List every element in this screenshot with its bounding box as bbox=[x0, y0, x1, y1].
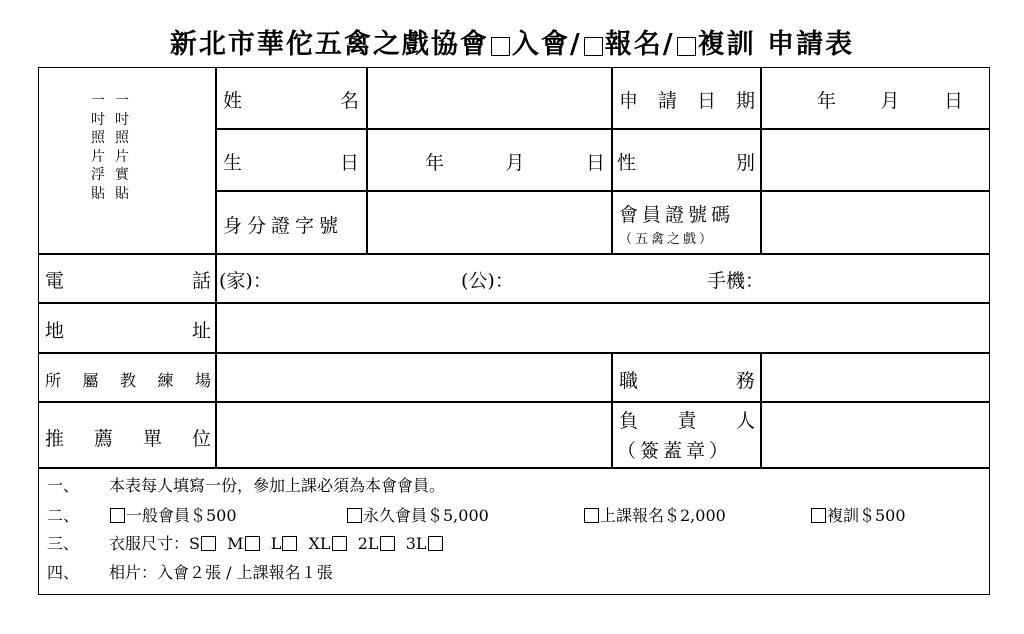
member-no-label: 會員證號碼 bbox=[619, 204, 735, 226]
register-checkbox[interactable] bbox=[584, 37, 603, 56]
address-label: 地 址 bbox=[45, 320, 211, 342]
id-number-label: 身分證字號 bbox=[223, 215, 344, 237]
size-s-checkbox[interactable] bbox=[201, 536, 216, 551]
size-m-checkbox[interactable] bbox=[245, 536, 260, 551]
phone-office-field[interactable]: (公)： bbox=[461, 270, 514, 292]
phone-label: 電 話 bbox=[45, 270, 211, 292]
size-2l-checkbox[interactable] bbox=[380, 536, 395, 551]
permanent-member-checkbox[interactable] bbox=[347, 508, 362, 523]
position-label: 職 務 bbox=[619, 370, 755, 392]
responsible-label: 負 責 人 bbox=[619, 410, 755, 432]
position-field[interactable] bbox=[762, 354, 989, 401]
birth-field[interactable]: 年 月 日 bbox=[425, 152, 605, 174]
size-xl-checkbox[interactable] bbox=[332, 536, 347, 551]
signature-label: （簽蓋章） bbox=[617, 440, 733, 462]
course-register-checkbox[interactable] bbox=[584, 508, 599, 523]
note-3: 三、 衣服尺寸：S M L XL 2L 3L bbox=[47, 531, 444, 554]
address-field[interactable] bbox=[217, 304, 989, 352]
photo-label-real: 一 吋 照 片 實 貼 bbox=[115, 93, 129, 202]
grid-line bbox=[39, 253, 989, 255]
name-label: 姓 名 bbox=[223, 90, 359, 112]
photo-label-float: 一 吋 照 片 浮 貼 bbox=[91, 93, 105, 202]
size-l-checkbox[interactable] bbox=[282, 536, 297, 551]
referrer-field[interactable] bbox=[217, 403, 611, 467]
signature-field[interactable] bbox=[762, 403, 989, 467]
photo-area[interactable] bbox=[91, 92, 129, 203]
venue-field[interactable] bbox=[217, 354, 611, 401]
venue-label: 所 屬 教 練 場 bbox=[45, 371, 211, 390]
grid-line bbox=[611, 352, 613, 468]
name-field[interactable] bbox=[367, 68, 611, 128]
application-form bbox=[38, 67, 990, 595]
retrain-checkbox[interactable] bbox=[677, 37, 696, 56]
retrain-fee-checkbox[interactable] bbox=[811, 508, 826, 523]
gender-label: 性 別 bbox=[617, 152, 755, 174]
join-checkbox[interactable] bbox=[491, 37, 510, 56]
grid-line bbox=[611, 68, 613, 254]
note-4: 四、 相片：入會２張 / 上課報名１張 bbox=[47, 563, 333, 582]
general-member-checkbox[interactable] bbox=[110, 508, 125, 523]
form-title: 新北市華佗五禽之戲協會 入會/ 報名/ 複訓 申請表 bbox=[169, 29, 855, 60]
apply-date-label: 申 請 日 期 bbox=[619, 90, 755, 112]
size-3l-checkbox[interactable] bbox=[428, 536, 443, 551]
apply-date-field[interactable]: 年 月 日 bbox=[817, 90, 963, 112]
note-2: 二、 一般會員＄500 永久會員＄5,000 上課報名＄2,000 複訓＄500 bbox=[47, 506, 906, 525]
id-number-field[interactable] bbox=[367, 192, 611, 253]
gender-field[interactable] bbox=[762, 130, 989, 190]
grid-line bbox=[39, 467, 989, 469]
note-1: 一、 本表每人填寫一份，參加上課必須為本會會員。 bbox=[47, 476, 446, 495]
member-no-sub: （五禽之戲） bbox=[619, 232, 716, 247]
phone-home-field[interactable]: (家)： bbox=[219, 270, 272, 292]
birth-label: 生 日 bbox=[223, 152, 359, 174]
member-no-field[interactable] bbox=[762, 192, 989, 253]
referrer-label: 推 薦 單 位 bbox=[45, 428, 211, 450]
phone-mobile-field[interactable]: 手機： bbox=[707, 270, 765, 292]
